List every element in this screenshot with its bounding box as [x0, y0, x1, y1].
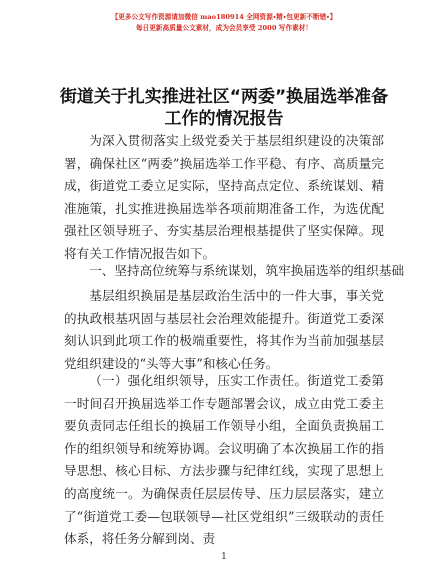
section-body-paragraph: 基层组织换届是基层政治生活中的一件大事，事关党的执政根基巩固与基层社会治理效能提升。街道党工委深刻认识到此项工作的极端重要性，将其作为当前加强基层党组织建设的“头等大事”和核心任务。: [64, 288, 384, 371]
document-title-line-1: 街道关于扎实推进社区“两委”换届选举准备: [59, 87, 389, 107]
promo-banner-line-1: 【更多公文写作资源请加微信 mao180914 全网资源∙精∙包更新不断错∙】: [111, 13, 337, 21]
page-number: 1: [221, 552, 227, 562]
promo-banner-line-2: 每日更新高质量公文素材，成为会员享受 2000 写作素材！: [135, 24, 313, 32]
section-heading: 一、坚持高位统筹与系统谋划，筑牢换届选举的组织基础: [89, 263, 405, 278]
subsection-paragraph: （一）强化组织领导，压实工作责任。街道党工委第一时间召开换届选举工作专题部署会议，成立由党工委主要负责同志任组长的换届工作领导小组，全面负责换届工作的组织领导和统筹协调。会议明确了本次换届工作的指导思想、核心目标、方法步骤与纪律红线，实现了思想上的高度统一。为确保责任层层传导、压力层层落实，建立了“街道党工委—包联领导—社区党组织”三级联动的责任体系，将任务分解到岗、责: [64, 373, 384, 547]
intro-paragraph: 为深入贯彻落实上级党委关于基层组织建设的决策部署，确保社区“两委”换届选举工作平稳、有序、高质量完成，街道党工委立足实际，坚持高点定位、系统谋划、精准施策，扎实推进换届选举各项前期准备工作，为选优配强社区领导班子、夯实基层治理根基提供了坚实保障。现将有关工作情况报告如下。: [64, 133, 384, 261]
document-title-line-2: 工作的情况报告: [164, 109, 284, 129]
